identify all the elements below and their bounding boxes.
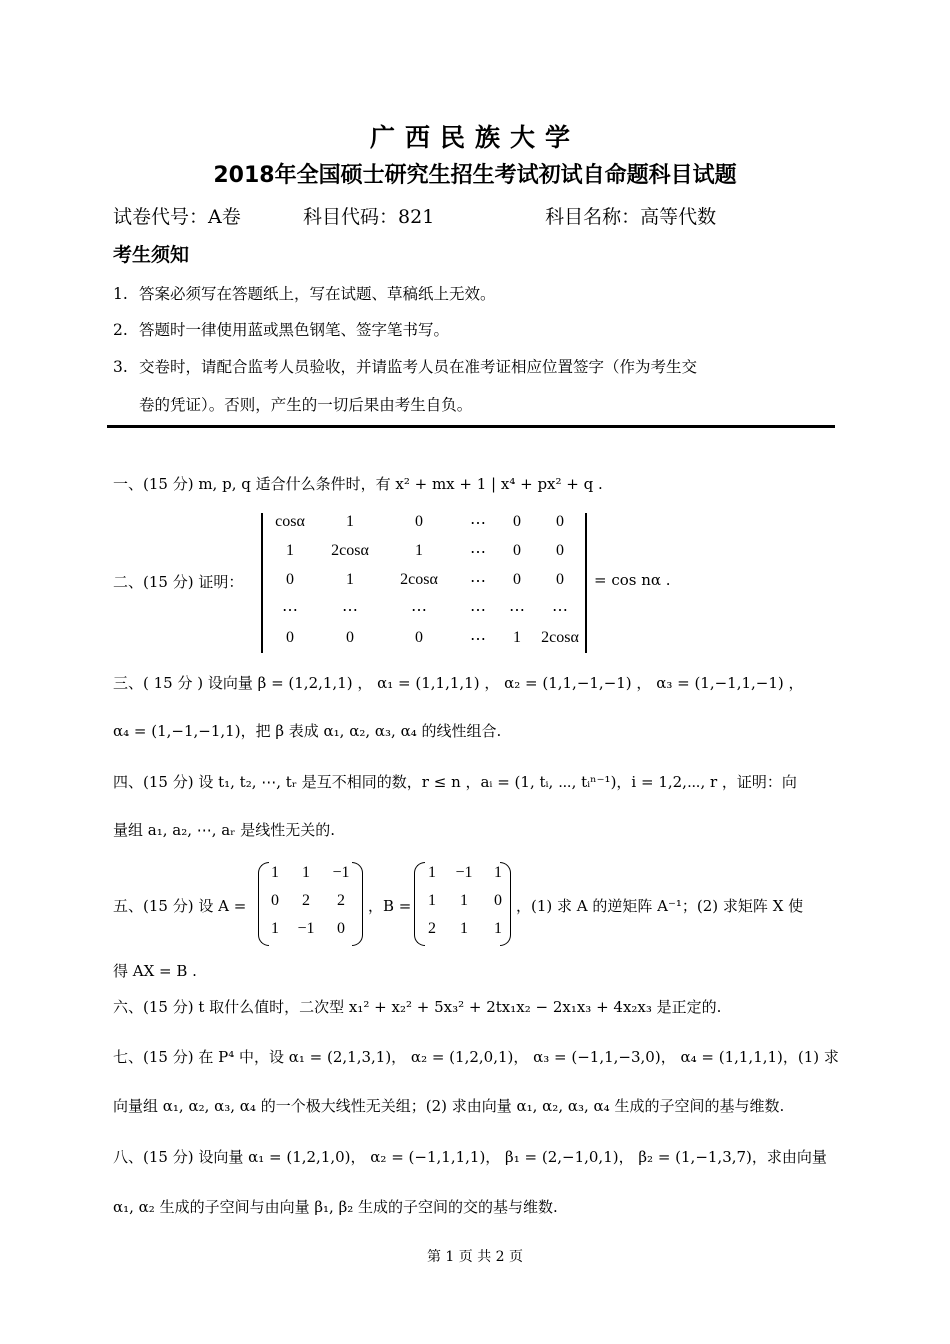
notice-heading: 考生须知: [113, 244, 190, 266]
determinant-entry: 2cosα: [331, 542, 369, 559]
determinant-entry: 0: [556, 571, 564, 588]
determinant-entry: cosα: [275, 513, 305, 530]
determinant-entry: 1: [346, 571, 354, 588]
determinant-entry: ⋯: [509, 602, 525, 619]
matrix-a-entry: 2: [337, 892, 345, 909]
matrix-b-entry: 1: [428, 864, 436, 881]
question-6: 六、(15 分) t 取什么值时，二次型 x₁² + x₂² + 5x₃² + 2tx₁x₂ − 2x₁x₃ + 4x₂x₃ 是正定的.: [113, 998, 722, 1016]
question-3-line-1: 三、( 15 分 ) 设向量 β = (1,2,1,1) ， α₁ = (1,1,1,1) ， α₂ = (1,1,−1,−1) ， α₃ = (1,−1,1,−1) ，: [113, 674, 804, 692]
matrix-b-entry: 1: [494, 864, 502, 881]
matrix-b-entry: −1: [455, 864, 473, 881]
notice-item: [113, 276, 838, 312]
subject-code: 科目代码：821: [303, 206, 435, 228]
matrix-b-entry: 1: [460, 920, 468, 937]
determinant-entry: 1: [415, 542, 423, 559]
question-5-line-2: 得 AX = B .: [113, 962, 197, 980]
question-5-mid: ，B =: [368, 897, 412, 915]
determinant-entry: 0: [286, 629, 294, 646]
determinant-entry: ⋯: [282, 602, 298, 619]
notice-item-text: 交卷时，请配合监考人员验收，并请监考人员在准考证相应位置签字（作为考生交: [139, 358, 698, 376]
exam-meta: [113, 202, 716, 229]
notice-item: [113, 349, 838, 385]
question-3-line-2: α₄ = (1,−1,−1,1)，把 β 表成 α₁, α₂, α₃, α₄ 的线性组合.: [113, 722, 502, 740]
matrix-a-entry: 2: [302, 892, 310, 909]
determinant-entry: 1: [513, 629, 521, 646]
matrix-a-entry: 1: [271, 864, 279, 881]
question-2-prefix: 二、(15 分) 证明：: [113, 573, 244, 591]
exam-title: 2018年全国硕士研究生招生考试初试自命题科目试题: [213, 163, 737, 188]
notice-item-number: 3.: [113, 358, 128, 376]
determinant-entry: ⋯: [411, 602, 427, 619]
determinant-entry: ⋯: [552, 602, 568, 619]
determinant-entry: 2cosα: [400, 571, 438, 588]
matrix-a-entry: 0: [271, 892, 279, 909]
determinant-entry: 0: [513, 513, 521, 530]
matrix-b-entry: 1: [428, 892, 436, 909]
matrix-b-entry: 1: [460, 892, 468, 909]
determinant-entry: ⋯: [470, 602, 486, 619]
determinant-entry: ⋯: [470, 631, 486, 648]
notice-item: [113, 312, 838, 348]
notice-item: [113, 387, 838, 423]
question-1: 一、(15 分) m, p, q 适合什么条件时，有 x² + mx + 1 | x⁴ + px² + q .: [113, 475, 603, 493]
notice-item-number: 2.: [113, 321, 128, 339]
determinant-entry: ⋯: [470, 573, 486, 590]
question-2-suffix: = cos nα .: [594, 571, 671, 589]
question-7-line-1: 七、(15 分) 在 P⁴ 中，设 α₁ = (2,1,3,1)， α₂ = (1,2,0,1)， α₃ = (−1,1,−3,0)， α₄ = (1,1,1,1)，(1) 求: [113, 1048, 839, 1066]
matrix-a-entry: −1: [332, 864, 350, 881]
notice-item-text: 答题时一律使用蓝或黑色钢笔、签字笔书写。: [139, 321, 450, 339]
question-5-prefix: 五、(15 分) 设 A =: [113, 897, 247, 915]
matrix-a-entry: 0: [337, 920, 345, 937]
question-8-line-1: 八、(15 分) 设向量 α₁ = (1,2,1,0)， α₂ = (−1,1,1,1)， β₁ = (2,−1,0,1)， β₂ = (1,−1,3,7)，求由向量: [113, 1148, 827, 1166]
determinant-entry: 0: [346, 629, 354, 646]
question-4-line-2: 量组 a₁, a₂, ⋯, aᵣ 是线性无关的.: [113, 821, 335, 839]
matrix-a-entry: 1: [271, 920, 279, 937]
determinant-entry: 2cosα: [541, 629, 579, 646]
notice-item-number: 1.: [113, 285, 128, 303]
determinant-entry: 0: [556, 542, 564, 559]
subject-name: 科目名称：高等代数: [545, 206, 717, 228]
determinant-entry: 0: [556, 513, 564, 530]
notice-item-text: 卷的凭证）。否则，产生的一切后果由考生自负。: [139, 396, 473, 414]
determinant-entry: ⋯: [470, 515, 486, 532]
determinant-entry: 1: [286, 542, 294, 559]
determinant-entry: 0: [415, 513, 423, 530]
divider-rule: [107, 425, 835, 428]
determinant-entry: 0: [513, 571, 521, 588]
question-8-line-2: α₁, α₂ 生成的子空间与由向量 β₁, β₂ 生成的子空间的交的基与维数.: [113, 1198, 558, 1216]
matrix-b-entry: 0: [494, 892, 502, 909]
question-4-line-1: 四、(15 分) 设 t₁, t₂, ⋯, tᵣ 是互不相同的数，r ≤ n ，aᵢ = (1, tᵢ, ⋯, tᵢⁿ⁻¹)，i = 1,2,⋯, r ，证明：向: [113, 773, 797, 791]
matrix-a-entry: 1: [302, 864, 310, 881]
determinant-entry: 0: [415, 629, 423, 646]
determinant-entry: ⋯: [470, 544, 486, 561]
matrix-b-entry: 1: [494, 920, 502, 937]
determinant-entry: 0: [513, 542, 521, 559]
matrix-a-entry: −1: [297, 920, 315, 937]
question-5-suffix: ，(1) 求 A 的逆矩阵 A⁻¹；(2) 求矩阵 X 使: [516, 897, 804, 915]
paper-code: 试卷代号：A卷: [113, 206, 241, 228]
determinant-entry: 0: [286, 571, 294, 588]
university-name: 广西民族大学: [369, 123, 580, 152]
question-7-line-2: 向量组 α₁, α₂, α₃, α₄ 的一个极大线性无关组；(2) 求由向量 α₁, α₂, α₃, α₄ 生成的子空间的基与维数.: [113, 1097, 785, 1115]
determinant-entry: 1: [346, 513, 354, 530]
page-footer: 第 1 页 共 2 页: [426, 1249, 524, 1265]
matrix-b-entry: 2: [428, 920, 436, 937]
determinant-entry: ⋯: [342, 602, 358, 619]
notice-item-text: 答案必须写在答题纸上，写在试题、草稿纸上无效。: [139, 285, 496, 303]
